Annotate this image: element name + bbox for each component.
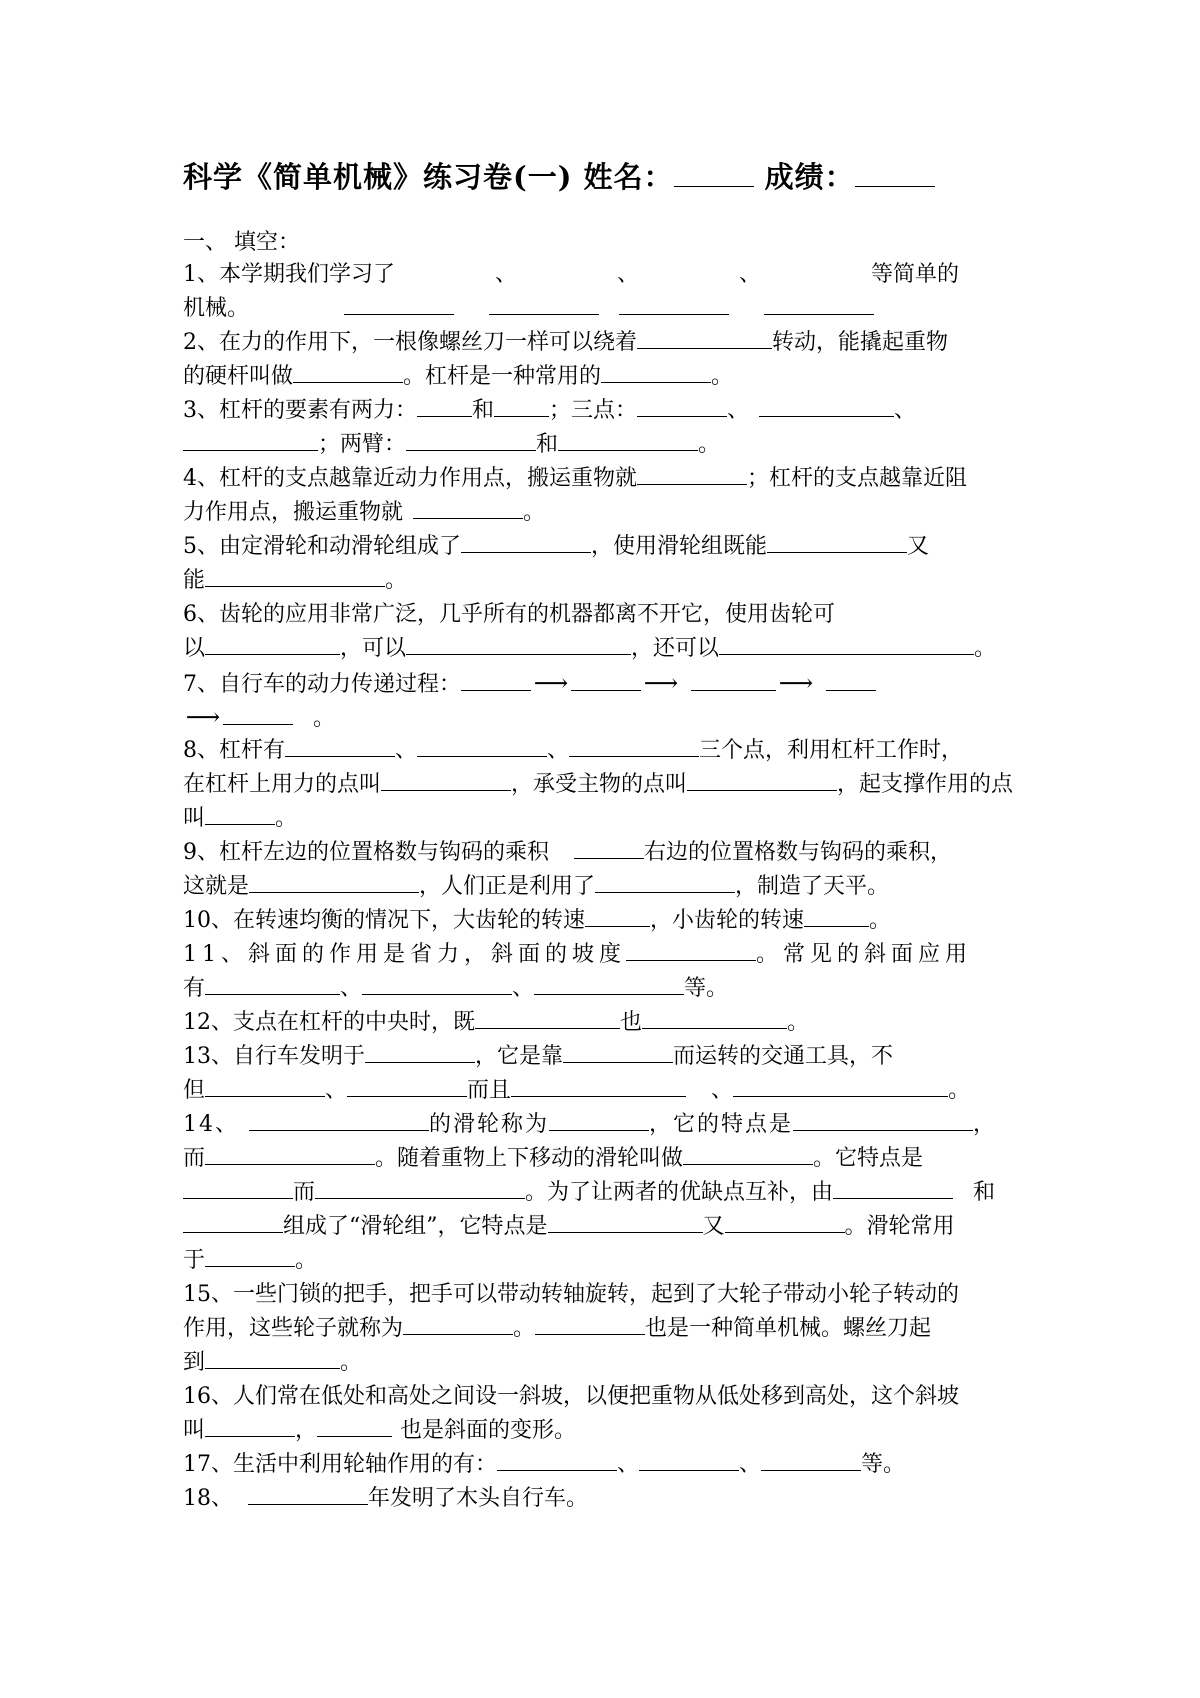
answer-blank[interactable] (548, 1210, 703, 1233)
answer-blank[interactable] (637, 394, 727, 417)
answer-blank[interactable] (183, 428, 318, 451)
question-14-line-4: 组成了“滑轮组”，它特点是 又 。滑轮常用 (183, 1210, 1023, 1244)
answer-blank[interactable] (719, 632, 974, 655)
question-1-line-1: 1、本学期我们学习了 、 、 、 等简单的 (183, 262, 960, 287)
answer-blank[interactable] (683, 1142, 813, 1165)
answer-blank[interactable] (249, 1108, 429, 1131)
answer-blank[interactable] (381, 768, 511, 791)
answer-blank[interactable] (733, 1074, 948, 1097)
answer-blank[interactable] (205, 1142, 375, 1165)
answer-blank[interactable] (413, 496, 523, 519)
question-5-line-2: 能 。 (183, 564, 1023, 598)
question-2-line-2: 的硬杆叫做 。杠杆是一种常用的 。 (183, 360, 1023, 394)
answer-blank[interactable] (205, 972, 340, 995)
answer-blank[interactable] (585, 904, 650, 927)
answer-blank[interactable] (826, 668, 876, 691)
answer-blank[interactable] (347, 1074, 467, 1097)
question-12-line: 12、支点在杠杆的中央时，既 也 。 (183, 1006, 1023, 1040)
answer-blank[interactable] (417, 394, 472, 417)
answer-blank[interactable] (497, 1448, 617, 1471)
question-9-line-2: 这就是 ，人们正是利用了 ，制造了天平。 (183, 870, 1023, 904)
answer-blank[interactable] (406, 632, 631, 655)
answer-blank[interactable] (489, 292, 599, 315)
question-15-line-1: 15、一些门锁的把手，把手可以带动转轴旋转，起到了大轮子带动小轮子转动的 (183, 1282, 959, 1307)
answer-blank[interactable] (205, 802, 275, 825)
answer-blank[interactable] (362, 972, 512, 995)
question-11-line-2: 有 、 、 等。 (183, 972, 1023, 1006)
answer-blank[interactable] (767, 530, 907, 553)
question-13-line-2: 但 、 而且 、 。 (183, 1074, 1023, 1108)
answer-blank[interactable] (511, 1074, 686, 1097)
answer-blank[interactable] (315, 1176, 525, 1199)
answer-blank[interactable] (406, 428, 536, 451)
answer-blank[interactable] (344, 292, 454, 315)
answer-blank[interactable] (205, 1244, 295, 1267)
answer-blank[interactable] (205, 632, 340, 655)
question-16-line-2: 叫 ， 也是斜面的变形。 (183, 1414, 1023, 1448)
answer-blank[interactable] (285, 734, 395, 757)
answer-blank[interactable] (764, 292, 874, 315)
question-14-line-2: 而 。随着重物上下移动的滑轮叫做 。它特点是 (183, 1142, 1023, 1176)
answer-blank[interactable] (793, 1108, 973, 1131)
answer-blank[interactable] (759, 394, 894, 417)
answer-blank[interactable] (403, 1312, 513, 1335)
answer-blank[interactable] (691, 668, 776, 691)
answer-blank[interactable] (761, 1448, 861, 1471)
answer-blank[interactable] (248, 1482, 368, 1505)
answer-blank[interactable] (223, 702, 293, 725)
answer-blank[interactable] (205, 564, 385, 587)
answer-blank[interactable] (205, 1074, 325, 1097)
answer-blank[interactable] (205, 1414, 295, 1437)
question-18-line: 18、 年发明了木头自行车。 (183, 1482, 1023, 1516)
answer-blank[interactable] (571, 668, 641, 691)
answer-blank[interactable] (619, 292, 729, 315)
answer-blank[interactable] (365, 1040, 475, 1063)
arrow-right-icon: ⟶ (778, 669, 814, 697)
title-text: 科学《简单机械》练习卷(一) 姓名： (183, 160, 674, 194)
answer-blank[interactable] (205, 1346, 340, 1369)
question-5-line-1: 5、由定滑轮和动滑轮组成了 ，使用滑轮组既能 又 (183, 530, 1023, 564)
question-7-line-2: ⟶ 。 (183, 700, 1023, 736)
question-7-line-1: 7、自行车的动力传递过程： ⟶ ⟶ ⟶ (183, 666, 1023, 702)
arrow-right-icon: ⟶ (643, 669, 679, 697)
answer-blank[interactable] (183, 1176, 293, 1199)
answer-blank[interactable] (601, 360, 711, 383)
question-3-line-1: 3、杠杆的要素有两力： 和 ；三点： 、 、 (183, 394, 1023, 428)
name-blank[interactable] (674, 164, 754, 187)
question-3-line-2: ；两臂： 和 。 (183, 428, 1023, 462)
question-13-line-1: 13、自行车发明于 ，它是靠 而运转的交通工具，不 (183, 1040, 1023, 1074)
score-blank[interactable] (855, 164, 935, 187)
answer-blank[interactable] (461, 530, 591, 553)
question-17-line: 17、生活中利用轮轴作用的有： 、 、 等。 (183, 1448, 1023, 1482)
question-6-line-2: 以 ，可以 ，还可以 。 (183, 632, 1023, 666)
question-8-line-2: 在杠杆上用力的点叫 ，承受主物的点叫 ，起支撑作用的点 (183, 768, 1023, 802)
question-9-line-1: 9、杠杆左边的位置格数与钩码的乘积 右边的位置格数与钩码的乘积， (183, 836, 1023, 870)
answer-blank[interactable] (183, 1210, 283, 1233)
answer-blank[interactable] (833, 1176, 953, 1199)
question-16-line-1: 16、人们常在低处和高处之间设一斜坡，以便把重物从低处移到高处，这个斜坡 (183, 1384, 959, 1409)
answer-blank[interactable] (317, 1414, 392, 1437)
answer-blank[interactable] (417, 734, 547, 757)
question-8-line-1: 8、杠杆有 、 、 三个点，利用杠杆工作时， (183, 734, 1023, 768)
answer-blank[interactable] (595, 870, 735, 893)
answer-blank[interactable] (558, 428, 698, 451)
question-15-line-2: 作用，这些轮子就称为 。 也是一种简单机械。螺丝刀起 (183, 1312, 1023, 1346)
answer-blank[interactable] (563, 1040, 673, 1063)
question-4-line-2: 力作用点，搬运重物就 。 (183, 496, 1023, 530)
arrow-right-icon: ⟶ (533, 669, 569, 697)
answer-blank[interactable] (569, 734, 699, 757)
question-6-line-1: 6、齿轮的应用非常广泛，几乎所有的机器都离不开它，使用齿轮可 (183, 602, 835, 627)
question-11-line-1: 11、斜面的作用是省力，斜面的坡度 。常见的斜面应用 (183, 938, 1023, 972)
answer-blank[interactable] (534, 972, 684, 995)
answer-blank[interactable] (637, 462, 747, 485)
question-14-line-5: 于 。 (183, 1244, 1023, 1278)
section-heading: 一、 填空： (183, 230, 300, 255)
answer-blank[interactable] (626, 938, 756, 961)
question-14-line-3: 而 。为了让两者的优缺点互补，由 和 (183, 1176, 1023, 1210)
answer-blank[interactable] (293, 360, 403, 383)
answer-blank[interactable] (249, 870, 419, 893)
answer-blank[interactable] (535, 1312, 645, 1335)
answer-blank[interactable] (549, 1108, 649, 1131)
answer-blank[interactable] (494, 394, 549, 417)
question-8-line-3: 叫 。 (183, 802, 1023, 836)
answer-blank[interactable] (475, 1006, 620, 1029)
question-2-line-1: 2、在力的作用下，一根像螺丝刀一样可以绕着 转动，能撬起重物 (183, 326, 1023, 360)
question-14-line-1: 14、 的滑轮称为 ，它的特点是 ， (183, 1108, 1023, 1142)
answer-blank[interactable] (461, 668, 531, 691)
question-15-line-3: 到 。 (183, 1346, 1023, 1380)
score-label: 成绩： (764, 160, 855, 194)
answer-blank[interactable] (642, 1006, 787, 1029)
answer-blank[interactable] (574, 836, 644, 859)
question-1-line-2: 机械。 (183, 292, 1023, 326)
answer-blank[interactable] (637, 326, 772, 349)
arrow-right-icon: ⟶ (185, 703, 221, 731)
answer-blank[interactable] (725, 1210, 845, 1233)
page-title (183, 155, 1003, 196)
question-4-line-1: 4、杠杆的支点越靠近动力作用点，搬运重物就 ；杠杆的支点越靠近阻 (183, 462, 1023, 496)
question-10-line: 10、在转速均衡的情况下，大齿轮的转速 ，小齿轮的转速 。 (183, 904, 1023, 938)
answer-blank[interactable] (804, 904, 869, 927)
answer-blank[interactable] (687, 768, 837, 791)
answer-blank[interactable] (639, 1448, 739, 1471)
